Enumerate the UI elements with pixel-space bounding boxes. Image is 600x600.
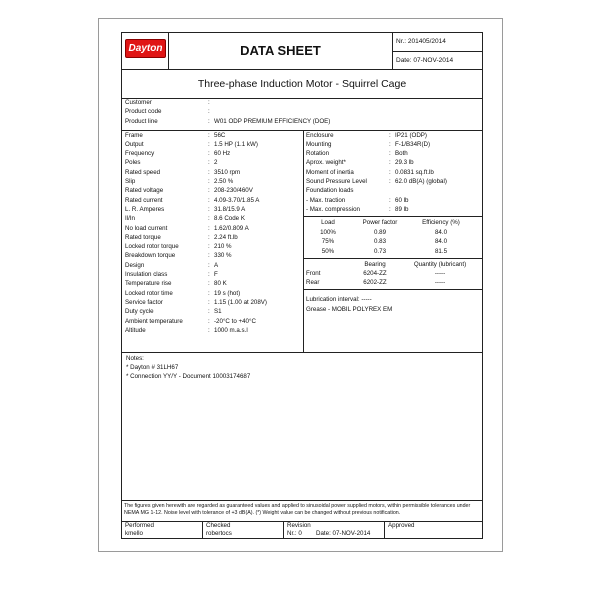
spec-separator: : — [208, 140, 210, 148]
spec-separator: : — [208, 205, 210, 213]
spec-label: No load current — [125, 224, 168, 232]
spec-separator: : — [389, 196, 391, 204]
spec-separator: : — [208, 187, 210, 195]
spec-value: 2.50 % — [214, 178, 234, 185]
spec-value: Both — [395, 150, 408, 158]
spec-separator: : — [208, 108, 210, 116]
divider — [303, 216, 482, 217]
spec-label: Service factor — [125, 298, 163, 306]
data-sheet-page — [98, 18, 503, 552]
document-date: Date: 07-NOV-2014 — [393, 51, 482, 69]
notes-title: Notes: — [126, 355, 144, 362]
spec-value: 1000 m.a.s.l — [214, 326, 248, 334]
spec-value: 1.15 (1.00 at 208V) — [214, 298, 267, 306]
table-header: Efficiency (%) — [422, 219, 460, 226]
spec-separator: : — [208, 289, 210, 297]
spec-value: F-1/B34R(D) — [395, 140, 431, 148]
spec-label: Duty cycle — [125, 308, 154, 316]
column-divider — [202, 521, 203, 539]
table-cell: 84.0 — [434, 238, 448, 246]
checked-by: robertocs — [206, 530, 232, 537]
spec-value: 1.5 HP (1.1 kW) — [214, 140, 258, 148]
motor-type-title: Three-phase Induction Motor - Squirrel Cage — [122, 70, 482, 99]
header — [122, 33, 482, 70]
table-cell: 0.89 — [373, 229, 387, 236]
footnote: The figures given herewith are regarded as guaranteed values and applied to sinusoidal power supplied motors, within permissible tolerances under NEMA MG 1-12. Noise level with tolerance of +3 dB(A). (*) Weight value can be changed without previous notification. — [124, 503, 471, 517]
performed-label: Performed — [125, 522, 154, 529]
spec-separator: : — [208, 215, 210, 223]
spec-label: Product line — [125, 117, 158, 125]
spec-separator: : — [389, 131, 391, 139]
spec-value: 1.62/0.809 A — [214, 224, 249, 232]
spec-separator: : — [208, 298, 210, 306]
document-title: DATA SHEET — [169, 33, 393, 69]
spec-separator: : — [389, 205, 391, 213]
spec-value: 29.3 lb — [395, 159, 414, 167]
table-cell: 6204-ZZ — [363, 270, 387, 277]
table-cell: 75% — [321, 238, 335, 246]
table-cell: Rear — [306, 279, 320, 287]
spec-value: 19 s (hot) — [214, 289, 241, 297]
table-cell: 0.83 — [373, 238, 387, 246]
divider — [303, 289, 482, 290]
spec-separator: : — [208, 150, 210, 158]
table-cell: ----- — [434, 270, 446, 277]
spec-separator: : — [208, 159, 210, 167]
document-meta — [393, 33, 482, 69]
divider — [122, 500, 482, 501]
table-header: Load — [321, 219, 335, 226]
spec-label: Frequency — [125, 150, 155, 158]
table-cell: Front — [306, 270, 321, 277]
spec-separator: : — [208, 196, 210, 204]
spec-value: S1 — [214, 308, 222, 316]
spec-separator: : — [389, 150, 391, 158]
spec-label: Ambient temperature — [125, 317, 183, 325]
revision-number: Nr.: 0 — [287, 530, 302, 537]
table-header: Quantity (lubricant) — [413, 261, 467, 268]
spec-value: 3510 rpm — [214, 168, 241, 176]
spec-value: 62.0 dB(A) (global) — [395, 178, 447, 185]
spec-separator: : — [208, 178, 210, 185]
spec-separator: : — [208, 317, 210, 325]
table-cell: 84.0 — [434, 229, 448, 236]
spec-value: 210 % — [214, 243, 232, 251]
spec-label: Altitude — [125, 326, 146, 334]
spec-value: 31.8/15.9 A — [214, 205, 246, 213]
lubrication-interval: Lubrication interval: ----- — [306, 296, 372, 303]
spec-value: 8.6 Code K — [214, 215, 245, 223]
column-divider — [384, 521, 385, 539]
revision-date: Date: 07-NOV-2014 — [316, 530, 371, 537]
spec-label: Il/In — [125, 215, 135, 223]
table-cell: 0.73 — [373, 247, 387, 255]
spec-label: Breakdown torque — [125, 252, 176, 260]
spec-label: Locked rotor torque — [125, 243, 179, 251]
table-cell: 6202-ZZ — [363, 279, 387, 287]
note-line: * Dayton # 31LH67 — [126, 364, 179, 371]
spec-label: Sound Pressure Level — [306, 178, 367, 185]
data-sheet-frame — [121, 32, 483, 539]
spec-label: Frame — [125, 131, 143, 139]
spec-separator: : — [208, 224, 210, 232]
spec-separator: : — [208, 99, 210, 106]
spec-label: Output — [125, 140, 144, 148]
spec-value: 330 % — [214, 252, 232, 260]
spec-separator: : — [389, 178, 391, 185]
document-number: Nr.: 201405/2014 — [396, 38, 446, 45]
spec-separator: : — [208, 168, 210, 176]
spec-value: 80 K — [214, 280, 227, 288]
divider — [122, 130, 482, 131]
divider — [303, 258, 482, 259]
spec-value: 208-230/460V — [214, 187, 253, 195]
spec-separator: : — [208, 243, 210, 251]
dayton-logo: Dayton — [125, 39, 166, 58]
revision-label: Revision — [287, 522, 311, 529]
spec-separator: : — [389, 140, 391, 148]
spec-value: 4.09-3.70/1.85 A — [214, 196, 260, 204]
spec-separator: : — [389, 159, 391, 167]
spec-label: Temperature rise — [125, 280, 172, 288]
spec-label: Aprox. weight* — [306, 159, 346, 167]
spec-separator: : — [208, 117, 210, 125]
spec-label: L. R. Amperes — [125, 205, 165, 213]
spec-value: 2 — [214, 159, 218, 167]
spec-label: Design — [125, 261, 145, 269]
spec-label: Foundation loads — [306, 187, 354, 195]
logo-cell — [122, 33, 169, 69]
spec-label: Product code — [125, 108, 162, 116]
spec-value: W01 ODP PREMIUM EFFICIENCY (DOE) — [214, 117, 331, 125]
spec-label: Slip — [125, 178, 136, 185]
spec-label: - Max. compression — [306, 205, 360, 213]
grease-type: Grease - MOBIL POLYREX EM — [306, 306, 393, 313]
spec-separator: : — [208, 280, 210, 288]
table-header: Power factor — [362, 219, 398, 226]
spec-value: IP21 (ODP) — [395, 131, 427, 139]
spec-label: Insulation class — [125, 271, 168, 278]
spec-value: -20°C to +40°C — [214, 317, 256, 325]
spec-separator: : — [208, 308, 210, 316]
table-cell: 50% — [321, 247, 335, 255]
approved-label: Approved — [388, 522, 415, 529]
table-cell: 100% — [320, 229, 336, 236]
table-cell: ----- — [434, 279, 446, 287]
spec-value: F — [214, 271, 218, 278]
spec-separator: : — [208, 261, 210, 269]
table-header: Bearing — [364, 261, 386, 268]
spec-value: 2.24 ft.lb — [214, 233, 238, 241]
spec-label: Customer — [125, 99, 152, 106]
spec-value: 0.0831 sq.ft.lb — [395, 168, 434, 176]
spec-label: Mounting — [306, 140, 332, 148]
spec-label: Moment of inertia — [306, 168, 354, 176]
spec-label: Rated speed — [125, 168, 161, 176]
spec-label: Rated current — [125, 196, 163, 204]
spec-label: Poles — [125, 159, 141, 167]
spec-value: 89 lb — [395, 205, 409, 213]
spec-label: Rated torque — [125, 233, 161, 241]
spec-value: A — [214, 261, 219, 269]
column-divider — [283, 521, 284, 539]
spec-separator: : — [208, 326, 210, 334]
spec-value: 60 Hz — [214, 150, 231, 158]
performed-by: kmello — [125, 530, 143, 537]
spec-value: 60 lb — [395, 196, 409, 204]
spec-separator: : — [208, 252, 210, 260]
spec-separator: : — [208, 271, 210, 278]
spec-label: - Max. traction — [306, 196, 346, 204]
spec-label: Locked rotor time — [125, 289, 173, 297]
checked-label: Checked — [206, 522, 231, 529]
divider — [122, 352, 482, 353]
note-line: * Connection YY/Y - Document 10003174687 — [126, 373, 251, 380]
table-cell: 81.5 — [434, 247, 448, 255]
spec-label: Rotation — [306, 150, 330, 158]
spec-label: Enclosure — [306, 131, 334, 139]
spec-label: Rated voltage — [125, 187, 164, 195]
spec-separator: : — [389, 168, 391, 176]
spec-separator: : — [208, 131, 210, 139]
spec-value: 56C — [214, 131, 226, 139]
spec-separator: : — [208, 233, 210, 241]
